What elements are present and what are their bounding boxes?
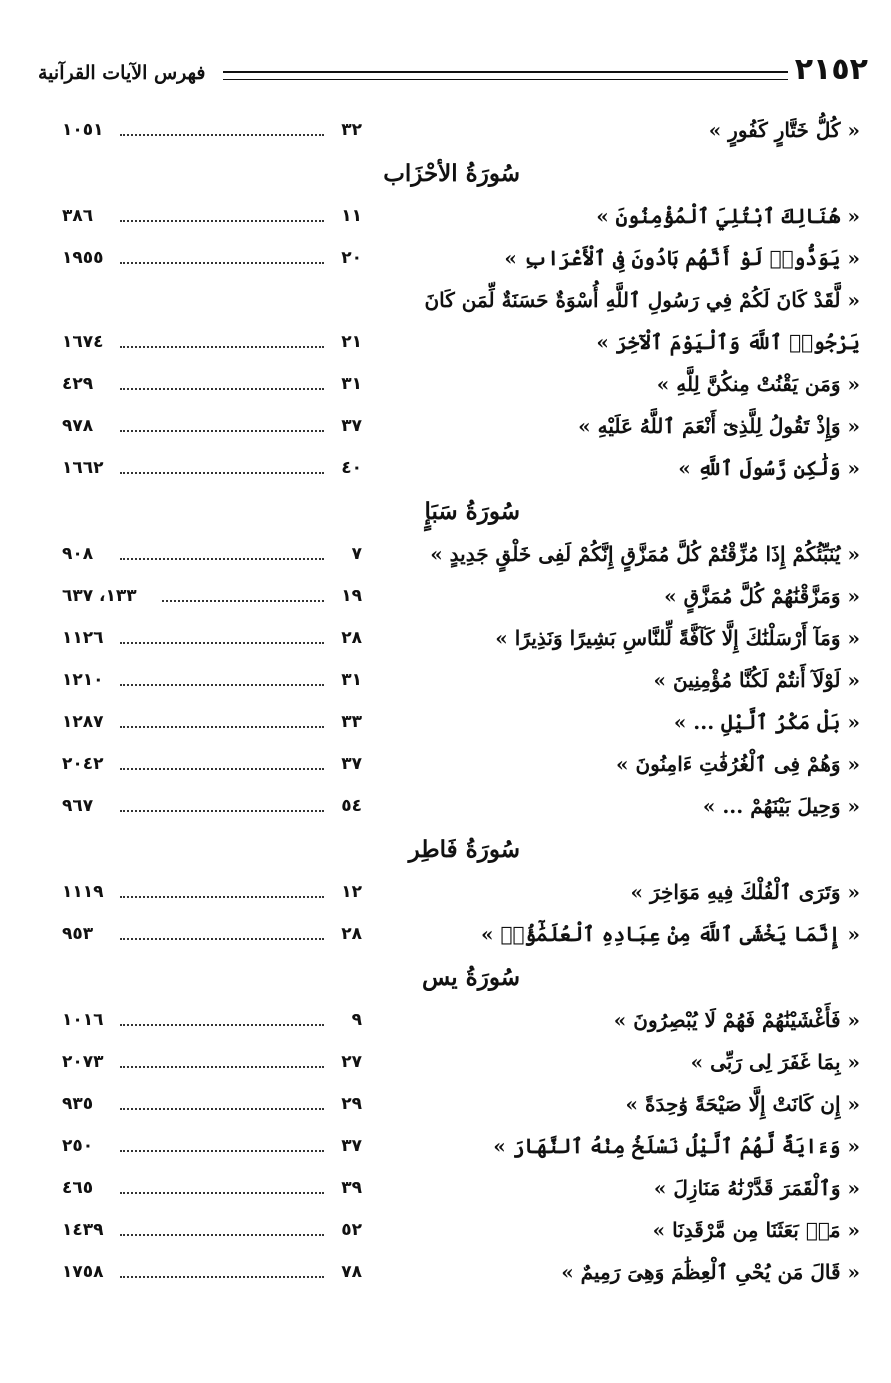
ornate-bracket-open-icon: « bbox=[840, 414, 860, 438]
ornate-bracket-open-icon: « bbox=[840, 204, 860, 228]
ornate-bracket-close-icon: » bbox=[664, 584, 684, 608]
verse-text bbox=[424, 288, 860, 312]
ornate-bracket-close-icon: » bbox=[480, 922, 501, 946]
ayah-number: ١١ bbox=[341, 206, 362, 226]
verse-text bbox=[674, 710, 860, 734]
verse-words: يُنَبِّئُكُمْ إِذَا مُزِّقْتُمْ كُلَّ مُمَزَّقٍ إِنَّكُمْ لَفِى خَلْقٍ جَدِيدٍ bbox=[449, 542, 841, 566]
ornate-bracket-open-icon: « bbox=[840, 880, 860, 904]
page-reference: ١٠٥١ bbox=[62, 120, 104, 140]
ornate-bracket-open-icon: « bbox=[840, 1092, 860, 1116]
ayah-number: ٢٨ bbox=[341, 924, 362, 944]
ornate-bracket-open-icon: « bbox=[840, 794, 860, 818]
verse-reference bbox=[62, 416, 362, 440]
ayah-number: ٢١ bbox=[341, 332, 362, 352]
verse-words: فَأَغْشَيْنَٰهُمْ فَهُمْ لَا يُبْصِرُونَ bbox=[633, 1008, 841, 1032]
ornate-bracket-open-icon: « bbox=[840, 752, 860, 776]
verse-reference bbox=[62, 544, 362, 568]
verse-reference bbox=[62, 120, 362, 144]
ornate-bracket-close-icon: » bbox=[616, 752, 636, 776]
page-reference: ٩٣٥ bbox=[62, 1094, 94, 1114]
leader-dots bbox=[162, 600, 324, 602]
surah-title: سُورَةُ الأحْزَاب bbox=[383, 160, 520, 187]
ornate-bracket-open-icon: « bbox=[840, 246, 860, 270]
verse-entry bbox=[62, 1128, 860, 1170]
ornate-bracket-close-icon: » bbox=[630, 880, 650, 904]
page-reference: ١٦٧٤ bbox=[62, 332, 104, 352]
ornate-bracket-close-icon: » bbox=[708, 118, 729, 142]
ornate-bracket-open-icon: « bbox=[840, 542, 860, 566]
page-reference: ١١٢٦ bbox=[62, 628, 104, 648]
verse-words: وَتَرَى ٱلْفُلْكَ فِيهِ مَوَاخِرَ bbox=[650, 880, 841, 904]
verse-text bbox=[703, 794, 860, 818]
leader-dots bbox=[120, 1234, 324, 1236]
ayah-number: ٧ bbox=[351, 544, 362, 564]
verse-words: هُنَالِكَ ٱبْتُلِيَ ٱلْمُؤْمِنُونَ bbox=[615, 204, 841, 228]
leader-dots bbox=[120, 472, 324, 474]
leader-dots bbox=[120, 642, 324, 644]
verse-words: وَمَزَّقْنَٰهُمْ كُلَّ مُمَزَّقٍ bbox=[683, 584, 841, 608]
ornate-bracket-close-icon: » bbox=[656, 372, 677, 396]
verse-entry bbox=[62, 408, 860, 450]
leader-dots bbox=[120, 220, 324, 222]
verse-entry bbox=[62, 198, 860, 240]
ayah-number: ١٢ bbox=[341, 882, 362, 902]
ayah-number: ٣٧ bbox=[341, 754, 362, 774]
verse-words: وَمَآ أَرْسَلْنَٰكَ إِلَّا كَآفَّةً لِّلنَّاسِ بَشِيرًا وَنَذِيرًا bbox=[514, 626, 841, 650]
verse-reference bbox=[62, 1178, 362, 1202]
verse-words: وَإِذْ تَقُولُ لِلَّذِىٓ أَنْعَمَ ٱللَّهُ عَلَيْهِ bbox=[597, 414, 841, 438]
ayah-number: ٢٨ bbox=[341, 628, 362, 648]
page-header bbox=[38, 48, 868, 92]
ornate-bracket-open-icon: « bbox=[840, 584, 860, 608]
verse-text bbox=[495, 626, 860, 650]
verse-entry bbox=[62, 282, 860, 324]
page-reference: ٤٢٩ bbox=[62, 374, 94, 394]
page-reference: ٩٥٣ bbox=[62, 924, 94, 944]
leader-dots bbox=[120, 1192, 324, 1194]
ornate-bracket-open-icon: « bbox=[840, 710, 860, 734]
ornate-bracket-open-icon: « bbox=[840, 118, 860, 142]
page-reference: ٢٠٤٢ bbox=[62, 754, 104, 774]
verse-text bbox=[430, 542, 860, 566]
leader-dots bbox=[120, 684, 324, 686]
page-reference: ١٤٣٩ bbox=[62, 1220, 104, 1240]
leader-dots bbox=[120, 1276, 324, 1278]
verse-words: وَٱلْقَمَرَ قَدَّرْنَٰهُ مَنَازِلَ bbox=[673, 1176, 841, 1200]
leader-dots bbox=[120, 1066, 324, 1068]
ornate-bracket-open-icon: « bbox=[840, 1260, 860, 1284]
ayah-number: ٥٢ bbox=[341, 1220, 362, 1240]
verse-reference bbox=[62, 796, 362, 820]
ornate-bracket-close-icon: » bbox=[653, 668, 674, 692]
verse-entry bbox=[62, 874, 860, 916]
verse-words: لَوْلَآ أَنتُمْ لَكُنَّا مُؤْمِنِينَ bbox=[673, 668, 841, 692]
verse-entry bbox=[62, 746, 860, 788]
verse-index-list bbox=[62, 112, 860, 1296]
verse-reference bbox=[62, 1094, 362, 1118]
ornate-bracket-close-icon: » bbox=[678, 456, 698, 480]
leader-dots bbox=[120, 388, 324, 390]
ayah-number: ٢٩ bbox=[341, 1094, 362, 1114]
page-reference: ٩٧٨ bbox=[62, 416, 94, 436]
verse-text bbox=[657, 372, 860, 396]
verse-entry bbox=[62, 620, 860, 662]
ornate-bracket-close-icon: » bbox=[596, 204, 616, 228]
verse-text bbox=[654, 668, 860, 692]
verse-entry bbox=[62, 536, 860, 578]
leader-dots bbox=[120, 896, 324, 898]
page-reference: ٩٦٧ bbox=[62, 796, 94, 816]
surah-heading bbox=[62, 958, 860, 1002]
verse-text bbox=[596, 330, 860, 354]
verse-entry bbox=[62, 366, 860, 408]
verse-reference bbox=[62, 1136, 362, 1160]
verse-reference bbox=[62, 1220, 362, 1244]
ayah-number: ٢٧ bbox=[341, 1052, 362, 1072]
ornate-bracket-close-icon: » bbox=[613, 1008, 634, 1032]
page-reference: ٢٠٧٣ bbox=[62, 1052, 104, 1072]
page-reference: ١٣٣، ٦٣٧ bbox=[62, 586, 137, 606]
verse-text bbox=[709, 118, 860, 142]
ayah-number: ٣٧ bbox=[341, 416, 362, 436]
ornate-bracket-open-icon: « bbox=[840, 1134, 860, 1158]
header-rule bbox=[223, 71, 788, 80]
leader-dots bbox=[120, 558, 324, 560]
ayah-number: ٥٤ bbox=[341, 796, 362, 816]
leader-dots bbox=[120, 1108, 324, 1110]
leader-dots bbox=[120, 1024, 324, 1026]
page-number: ٢١٥٢ bbox=[794, 52, 868, 87]
page-reference: ١٢١٠ bbox=[62, 670, 104, 690]
verse-entry bbox=[62, 788, 860, 830]
ornate-bracket-close-icon: » bbox=[673, 710, 694, 734]
verse-text bbox=[616, 752, 860, 776]
verse-text bbox=[678, 456, 860, 480]
ornate-bracket-close-icon: » bbox=[653, 1176, 674, 1200]
verse-words: بَلْ مَكْرُ ٱلَّيْلِ ... bbox=[693, 710, 841, 734]
ornate-bracket-open-icon: « bbox=[840, 922, 860, 946]
leader-dots bbox=[120, 346, 324, 348]
verse-reference bbox=[62, 1052, 362, 1076]
verse-words: وَءَايَةٌ لَّهُمُ ٱلَّيْلُ نَسْلَخُ مِنْهُ ٱلنَّهَارَ bbox=[512, 1134, 841, 1158]
verse-reference bbox=[62, 1010, 362, 1034]
ornate-bracket-open-icon: « bbox=[840, 1176, 860, 1200]
ayah-number: ٣٧ bbox=[341, 1136, 362, 1156]
verse-text bbox=[664, 584, 860, 608]
verse-words: كُلُّ خَتَّارٍ كَفُورٍ bbox=[728, 118, 841, 142]
surah-heading bbox=[62, 154, 860, 198]
verse-words: قَالَ مَن يُحْىِ ٱلْعِظَٰمَ وَهِىَ رَمِيمٌ bbox=[580, 1260, 841, 1284]
verse-reference bbox=[62, 628, 362, 652]
verse-entry bbox=[62, 1044, 860, 1086]
ayah-number: ١٩ bbox=[341, 586, 362, 606]
verse-words: بِمَا غَفَرَ لِى رَبِّى bbox=[710, 1050, 841, 1074]
verse-reference bbox=[62, 332, 362, 356]
ornate-bracket-open-icon: « bbox=[840, 1050, 860, 1074]
verse-text bbox=[561, 1260, 860, 1284]
surah-heading bbox=[62, 830, 860, 874]
verse-words: وَهُمْ فِى ٱلْغُرُفَٰتِ ءَامِنُونَ bbox=[635, 752, 841, 776]
verse-text bbox=[631, 880, 860, 904]
ornate-bracket-close-icon: » bbox=[430, 542, 450, 566]
ayah-number: ٩ bbox=[351, 1010, 362, 1030]
ornate-bracket-open-icon: « bbox=[840, 626, 860, 650]
verse-entry bbox=[62, 916, 860, 958]
verse-words: لَّقَدْ كَانَ لَكُمْ فِي رَسُولِ ٱللَّهِ أُسْوَةٌ حَسَنَةٌ لِّمَن كَانَ bbox=[424, 288, 841, 312]
verse-entry bbox=[62, 1212, 860, 1254]
ornate-bracket-close-icon: » bbox=[596, 330, 616, 354]
page-reference: ٤٦٥ bbox=[62, 1178, 94, 1198]
ayah-number: ٣١ bbox=[341, 670, 362, 690]
verse-words: إِنَّمَا يَخْشَى ٱللَّهَ مِنْ عِبَادِهِ ٱلْعُلَمَٰٓؤُا۟ bbox=[500, 922, 841, 946]
ornate-bracket-open-icon: « bbox=[840, 668, 860, 692]
verse-reference bbox=[62, 206, 362, 230]
leader-dots bbox=[120, 726, 324, 728]
leader-dots bbox=[120, 1150, 324, 1152]
verse-reference bbox=[62, 882, 362, 906]
verse-words: وَلَٰكِن رَّسُولَ ٱللَّهِ bbox=[697, 456, 841, 480]
verse-words: وَمَن يَقْنُتْ مِنكُنَّ لِلَّهِ bbox=[676, 372, 841, 396]
ornate-bracket-close-icon: » bbox=[690, 1050, 711, 1074]
verse-entry bbox=[62, 240, 860, 282]
verse-text bbox=[691, 1050, 860, 1074]
ornate-bracket-close-icon: » bbox=[495, 626, 515, 650]
verse-reference bbox=[62, 712, 362, 736]
leader-dots bbox=[120, 810, 324, 812]
verse-text bbox=[654, 1176, 860, 1200]
page-reference: ١٧٥٨ bbox=[62, 1262, 104, 1282]
ornate-bracket-open-icon: « bbox=[840, 1218, 860, 1242]
ayah-number: ٣٩ bbox=[341, 1178, 362, 1198]
verse-entry bbox=[62, 450, 860, 492]
surah-title: سُورَةُ سَبَإٍ bbox=[424, 498, 520, 525]
verse-text bbox=[504, 246, 860, 270]
ayah-number: ٣٢ bbox=[341, 120, 362, 140]
page-reference: ١١١٩ bbox=[62, 882, 104, 902]
verse-entry bbox=[62, 578, 860, 620]
verse-text bbox=[481, 922, 860, 946]
page-reference: ١٦٦٢ bbox=[62, 458, 104, 478]
ornate-bracket-close-icon: » bbox=[493, 1134, 513, 1158]
verse-words: يَرْجُوا۟ ٱللَّهَ وَٱلْيَوْمَ ٱلْآخِرَ bbox=[615, 330, 860, 354]
surah-title: سُورَةُ يس bbox=[421, 964, 520, 991]
verse-reference bbox=[62, 1262, 362, 1286]
verse-words: إِن كَانَتْ إِلَّا صَيْحَةً وَٰحِدَةً bbox=[645, 1092, 841, 1116]
ornate-bracket-close-icon: » bbox=[561, 1260, 581, 1284]
verse-text bbox=[493, 1134, 860, 1158]
verse-words: يَوَدُّوا۟ لَوْ أَنَّهُم بَادُونَ فِى ٱلْأَعْرَابِ bbox=[523, 246, 841, 270]
ayah-number: ٢٠ bbox=[341, 248, 362, 268]
verse-reference bbox=[62, 248, 362, 272]
verse-reference bbox=[62, 670, 362, 694]
ornate-bracket-close-icon: » bbox=[625, 1092, 645, 1116]
verse-words: مَنۢ بَعَثَنَا مِن مَّرْقَدِنَا bbox=[672, 1218, 841, 1242]
leader-dots bbox=[120, 430, 324, 432]
verse-reference bbox=[62, 754, 362, 778]
verse-text bbox=[614, 1008, 860, 1032]
leader-dots bbox=[120, 262, 324, 264]
verse-text bbox=[626, 1092, 860, 1116]
surah-heading bbox=[62, 492, 860, 536]
ornate-bracket-close-icon: » bbox=[504, 246, 524, 270]
leader-dots bbox=[120, 768, 324, 770]
verse-text bbox=[578, 414, 860, 438]
ornate-bracket-close-icon: » bbox=[578, 414, 598, 438]
verse-entry bbox=[62, 324, 860, 366]
verse-entry bbox=[62, 112, 860, 154]
page-reference: ٩٠٨ bbox=[62, 544, 94, 564]
verse-words: وَحِيلَ بَيْنَهُمْ ... bbox=[722, 794, 841, 818]
ayah-number: ٤٠ bbox=[341, 458, 362, 478]
verse-entry bbox=[62, 1254, 860, 1296]
page-reference: ١٩٥٥ bbox=[62, 248, 104, 268]
verse-reference bbox=[62, 586, 362, 610]
verse-reference bbox=[62, 374, 362, 398]
verse-text bbox=[653, 1218, 860, 1242]
verse-reference bbox=[62, 924, 362, 948]
page-reference: ٢٥٠ bbox=[62, 1136, 94, 1156]
verse-entry bbox=[62, 1170, 860, 1212]
ornate-bracket-open-icon: « bbox=[840, 456, 860, 480]
page-reference: ١٢٨٧ bbox=[62, 712, 104, 732]
ornate-bracket-open-icon: « bbox=[840, 288, 860, 312]
ayah-number: ٣١ bbox=[341, 374, 362, 394]
verse-entry bbox=[62, 662, 860, 704]
ornate-bracket-close-icon: » bbox=[702, 794, 723, 818]
ornate-bracket-open-icon: « bbox=[840, 1008, 860, 1032]
verse-reference bbox=[62, 458, 362, 482]
verse-entry bbox=[62, 704, 860, 746]
verse-text bbox=[596, 204, 860, 228]
verse-entry bbox=[62, 1002, 860, 1044]
ayah-number: ٧٨ bbox=[341, 1262, 362, 1282]
ornate-bracket-close-icon: » bbox=[652, 1218, 673, 1242]
page-reference: ٣٨٦ bbox=[62, 206, 94, 226]
leader-dots bbox=[120, 134, 324, 136]
surah-title: سُورَةُ فَاطِر bbox=[408, 836, 520, 863]
verse-entry bbox=[62, 1086, 860, 1128]
ornate-bracket-open-icon: « bbox=[840, 372, 860, 396]
page-reference: ١٠١٦ bbox=[62, 1010, 104, 1030]
leader-dots bbox=[120, 938, 324, 940]
running-title: فهرس الآيات القرآنية bbox=[38, 62, 206, 84]
ayah-number: ٣٣ bbox=[341, 712, 362, 732]
